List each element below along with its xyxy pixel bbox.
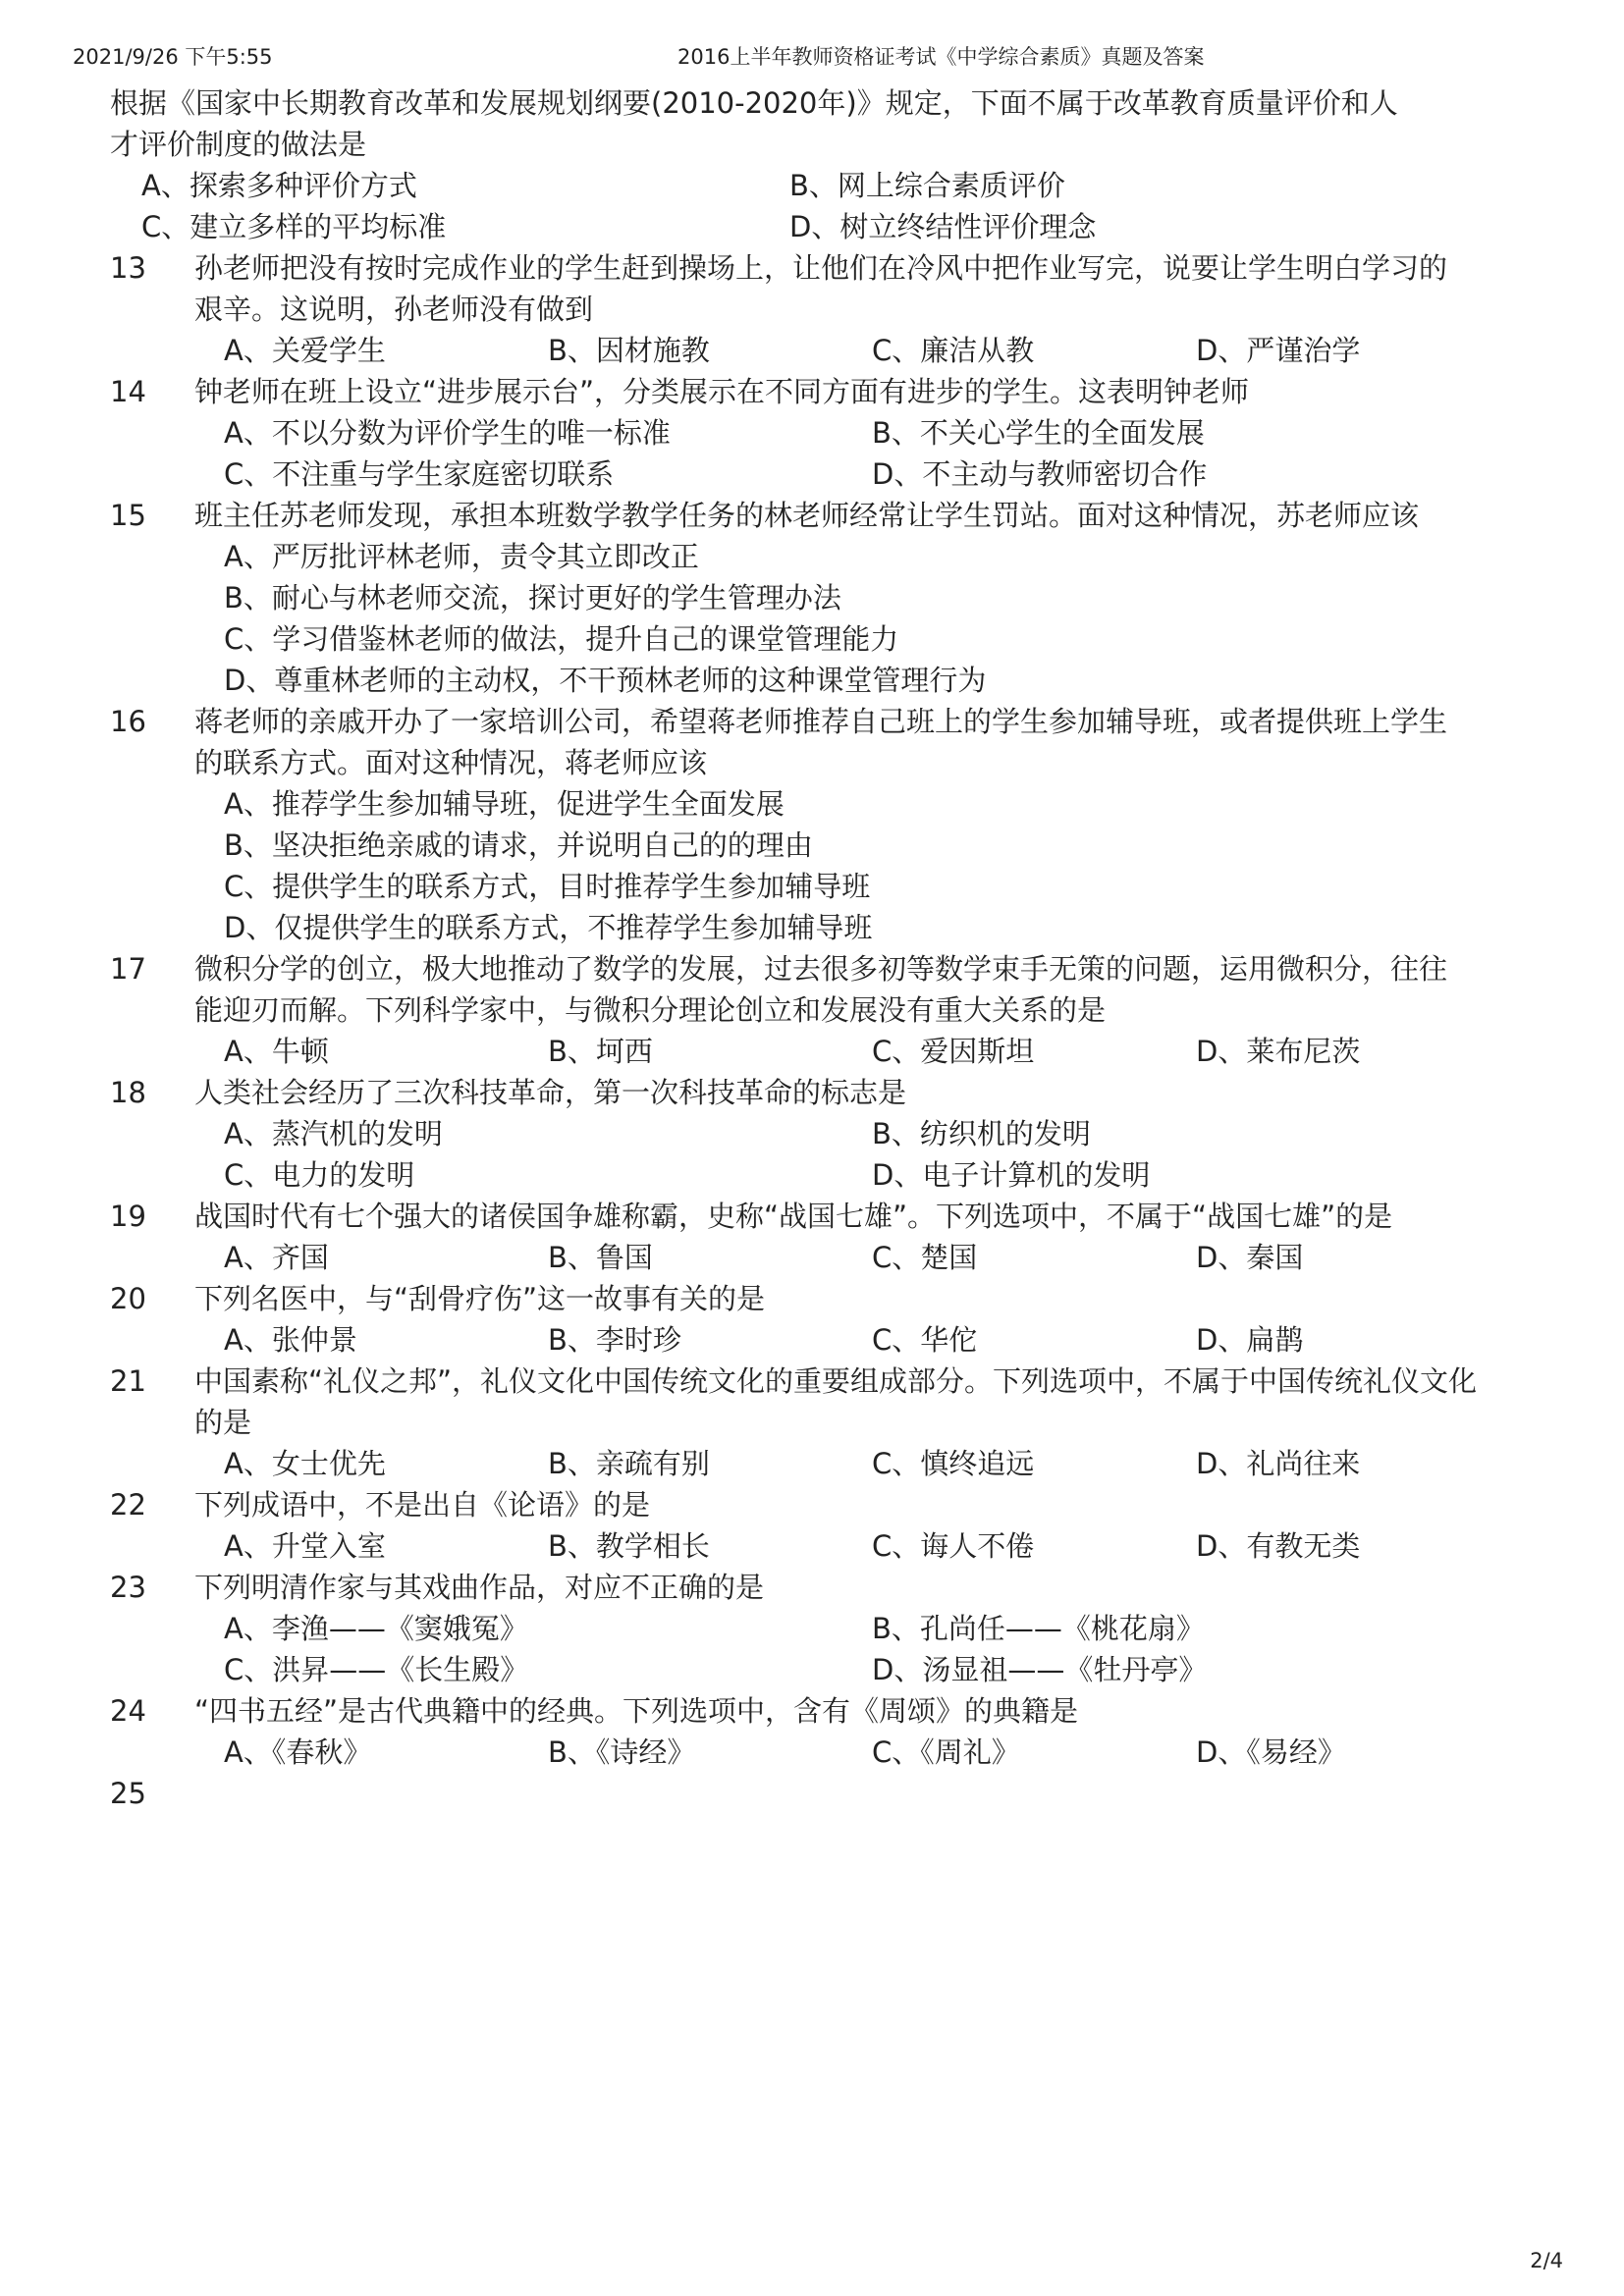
- question-number: 23: [110, 1571, 146, 1604]
- question-text: “四书五经”是古代典籍中的经典。下列选项中，含有《周颂》的典籍是: [194, 1694, 1079, 1728]
- option-c: C、不注重与学生家庭密切联系: [224, 457, 615, 491]
- option-c: C、慎终追远: [872, 1447, 1035, 1480]
- option-d: D、莱布尼茨: [1196, 1035, 1361, 1068]
- question-text: 钟老师在班上设立“进步展示台”，分类展示在不同方面有进步的学生。这表明钟老师: [194, 375, 1250, 408]
- question-text: 战国时代有七个强大的诸侯国争雄称霸，史称“战国七雄”。下列选项中，不属于“战国七雄”的是: [194, 1200, 1393, 1233]
- option-c: C、华佗: [872, 1323, 978, 1357]
- option-d: D、尊重林老师的主动权，不干预林老师的这种课堂管理行为: [224, 664, 987, 697]
- option-a: A、《春秋》: [224, 1735, 372, 1769]
- print-date: 2021/9/26 下午5:55: [73, 45, 273, 69]
- option-c: C、洪昇——《长生殿》: [224, 1653, 529, 1686]
- option-b: B、李时珍: [548, 1323, 681, 1357]
- option-a: A、张仲景: [224, 1323, 357, 1357]
- question-text: 蒋老师的亲戚开办了一家培训公司，希望蒋老师推荐自己班上的学生参加辅导班，或者提供班上学生: [194, 705, 1448, 738]
- question-number: 13: [110, 251, 146, 285]
- option-a: A、李渔——《窦娥冤》: [224, 1612, 528, 1645]
- option-b: B、因材施教: [548, 334, 710, 367]
- question-number: 16: [110, 705, 146, 738]
- option-d: D、严谨治学: [1196, 334, 1361, 367]
- question-number: 25: [110, 1777, 146, 1810]
- option-c: C、爱因斯坦: [872, 1035, 1035, 1068]
- option-d: D、秦国: [1196, 1241, 1304, 1274]
- option-d: D、仅提供学生的联系方式，不推荐学生参加辅导班: [224, 911, 873, 944]
- option-b: B、耐心与林老师交流，探讨更好的学生管理办法: [224, 581, 841, 614]
- question-number: 14: [110, 375, 146, 408]
- option-d: D、有教无类: [1196, 1529, 1361, 1563]
- question-number: 15: [110, 499, 146, 532]
- option-a: A、不以分数为评价学生的唯一标准: [224, 416, 671, 450]
- option-c: C、电力的发明: [224, 1158, 415, 1192]
- option-a: A、推荐学生参加辅导班，促进学生全面发展: [224, 787, 785, 821]
- question-number: 20: [110, 1282, 146, 1315]
- question-text: 微积分学的创立，极大地推动了数学的发展，过去很多初等数学束手无策的问题，运用微积分，往往: [194, 952, 1448, 986]
- option-a: A、探索多种评价方式: [141, 169, 417, 202]
- option-d: D、《易经》: [1196, 1735, 1346, 1769]
- question-text: 下列成语中，不是出自《论语》的是: [194, 1488, 651, 1522]
- option-c: C、廉洁从教: [872, 334, 1035, 367]
- option-b: B、鲁国: [548, 1241, 653, 1274]
- option-b: B、纺织机的发明: [872, 1117, 1091, 1150]
- option-a: A、牛顿: [224, 1035, 329, 1068]
- question-number: 24: [110, 1694, 146, 1728]
- question-text: 下列明清作家与其戏曲作品，对应不正确的是: [194, 1571, 765, 1604]
- option-a: A、女士优先: [224, 1447, 386, 1480]
- option-b: B、教学相长: [548, 1529, 710, 1563]
- document-title: 2016上半年教师资格证考试《中学综合素质》真题及答案: [677, 45, 1205, 69]
- option-c: C、提供学生的联系方式，目时推荐学生参加辅导班: [224, 870, 871, 903]
- question-text: 下列名医中，与“刮骨疗伤”这一故事有关的是: [194, 1282, 766, 1315]
- question-number: 22: [110, 1488, 146, 1522]
- option-b: B、孔尚任——《桃花扇》: [872, 1612, 1205, 1645]
- page-header: [0, 41, 1624, 71]
- option-d: D、汤显祖——《牡丹亭》: [872, 1653, 1208, 1686]
- option-b: B、坷西: [548, 1035, 653, 1068]
- option-a: A、蒸汽机的发明: [224, 1117, 443, 1150]
- question-text: 中国素称“礼仪之邦”，礼仪文化中国传统文化的重要组成部分。下列选项中，不属于中国传统礼仪文化: [194, 1364, 1478, 1398]
- option-d: D、树立终结性评价理念: [789, 210, 1097, 243]
- option-a: A、关爱学生: [224, 334, 386, 367]
- question-number: 17: [110, 952, 146, 986]
- option-a: A、齐国: [224, 1241, 329, 1274]
- page-number: 2/4: [1530, 2249, 1563, 2272]
- option-b: B、《诗经》: [548, 1735, 696, 1769]
- question-number: 19: [110, 1200, 146, 1233]
- option-d: D、电子计算机的发明: [872, 1158, 1151, 1192]
- option-b: B、不关心学生的全面发展: [872, 416, 1205, 450]
- question-number: 21: [110, 1364, 146, 1398]
- question-text: 人类社会经历了三次科技革命，第一次科技革命的标志是: [194, 1076, 907, 1109]
- option-d: D、扁鹊: [1196, 1323, 1304, 1357]
- question-number: 18: [110, 1076, 146, 1109]
- option-b: B、亲疏有别: [548, 1447, 710, 1480]
- option-b: B、坚决拒绝亲戚的请求，并说明自己的的理由: [224, 828, 813, 862]
- option-c: C、建立多样的平均标准: [141, 210, 447, 243]
- option-c: C、学习借鉴林老师的做法，提升自己的课堂管理能力: [224, 622, 899, 656]
- option-d: D、不主动与教师密切合作: [872, 457, 1208, 491]
- option-a: A、严厉批评林老师，责令其立即改正: [224, 540, 699, 573]
- option-d: D、礼尚往来: [1196, 1447, 1361, 1480]
- option-c: C、诲人不倦: [872, 1529, 1035, 1563]
- option-c: C、楚国: [872, 1241, 978, 1274]
- option-c: C、《周礼》: [872, 1735, 1020, 1769]
- question-text: 班主任苏老师发现，承担本班数学教学任务的林老师经常让学生罚站。面对这种情况，苏老师应该: [194, 499, 1420, 532]
- option-a: A、升堂入室: [224, 1529, 386, 1563]
- question-text: 孙老师把没有按时完成作业的学生赶到操场上，让他们在冷风中把作业写完，说要让学生明白学习的: [194, 251, 1448, 285]
- option-b: B、网上综合素质评价: [789, 169, 1065, 202]
